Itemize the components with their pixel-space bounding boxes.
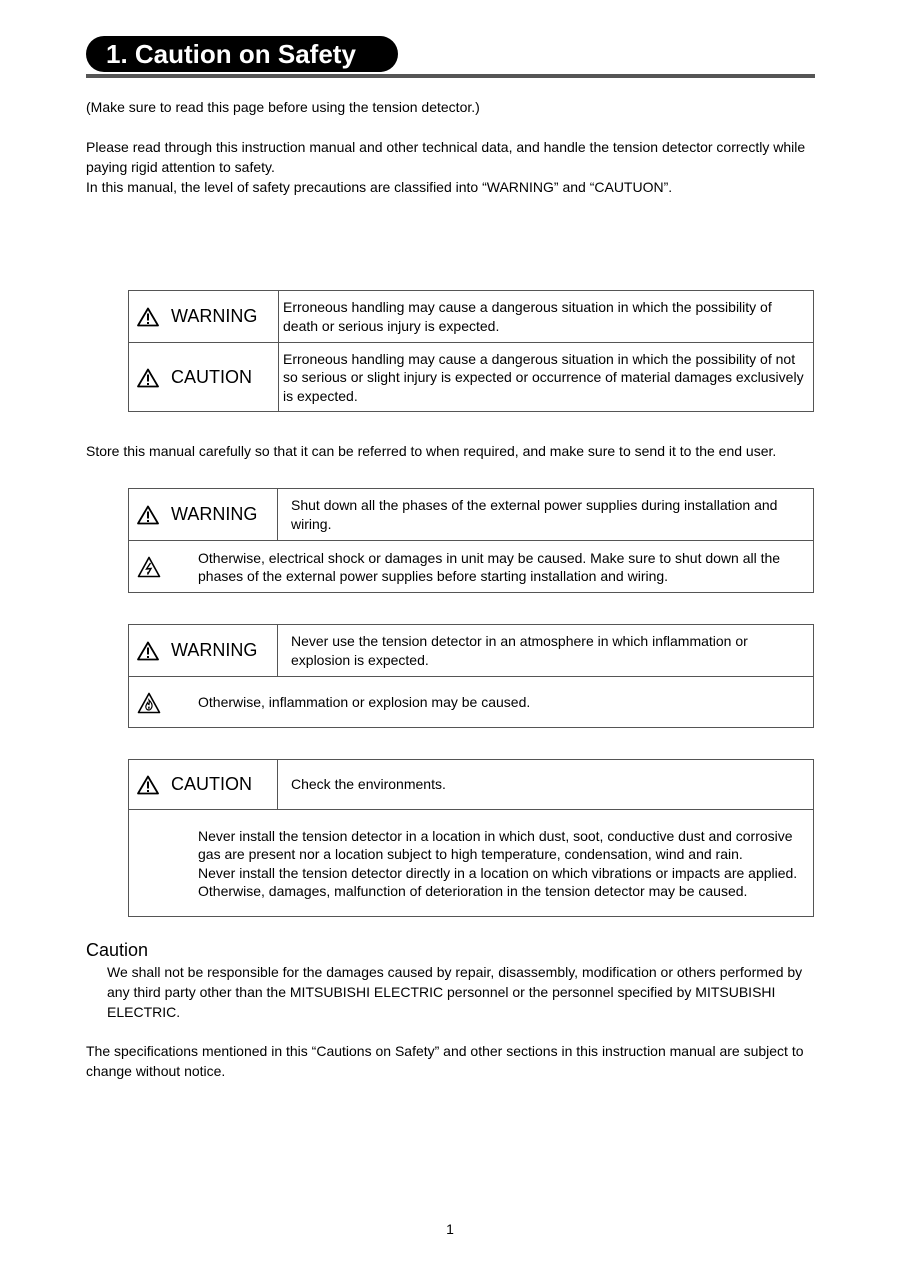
page-number: 1 [446, 1221, 454, 1237]
page-title: 1. Caution on Safety [86, 36, 398, 72]
caution-box-environment-summary-cell [278, 760, 813, 809]
page-header [86, 36, 815, 80]
warning-box-explosion-detail-cell [198, 689, 813, 716]
intro-paragraph [86, 137, 816, 197]
warning-box-explosion-detail-row [129, 677, 813, 728]
caution-box-environment-summary: Check the environments. [291, 776, 446, 793]
warning-box-explosion-icon-cell [129, 692, 198, 714]
electric-shock-icon [137, 556, 161, 578]
spec-note-text: The specifications mentioned in this “Cautions on Safety” and other sections in this instruction manual are subject to change without notice. [86, 1043, 804, 1079]
fire-icon [137, 692, 161, 714]
warning-box-explosion [128, 624, 814, 728]
warning-triangle-icon [137, 307, 159, 327]
caution-triangle-icon [137, 368, 159, 388]
warning-box-power-icon-cell [129, 556, 198, 578]
legend-warning-desc: Erroneous handling may cause a dangerous situation in which the possibility of death or serious injury is expected. [283, 299, 772, 334]
warning-box-power-label-cell [129, 489, 278, 540]
legend-warning-label: WARNING [171, 306, 258, 326]
caution-box-environment-detail-2: Never install the tension detector directly in a location on which vibrations or impacts are applied. [198, 864, 798, 881]
warning-box-explosion-label-cell [129, 625, 278, 676]
caution-box-environment-detail-row [129, 810, 813, 917]
legend-warning-label-cell [129, 291, 279, 342]
store-note [86, 441, 816, 461]
caution-box-environment [128, 759, 814, 917]
caution-box-environment-label: CAUTION [171, 774, 252, 794]
legend-caution-row [129, 343, 813, 412]
intro-note-text: (Make sure to read this page before using the tension detector.) [86, 99, 480, 115]
warning-box-explosion-header [129, 625, 813, 677]
caution-heading: Caution [86, 940, 149, 960]
legend-warning-desc-cell [279, 291, 813, 342]
header-rule [86, 74, 815, 78]
warning-box-power-label: WARNING [171, 504, 258, 524]
warning-box-power-summary: Shut down all the phases of the external power supplies during installation and wiring. [291, 497, 778, 532]
legend-caution-desc-cell [279, 343, 813, 412]
caution-body-text: We shall not be responsible for the damages caused by repair, disassembly, modification or others performed by any third party other than the MITSUBISHI ELECTRIC personnel or the personnel specified by MITSUBISHI ELECTRIC. [107, 964, 803, 1020]
legend-caution-label: CAUTION [171, 367, 252, 387]
spec-note [86, 1041, 816, 1081]
warning-box-power-detail: Otherwise, electrical shock or damages in unit may be caused. Make sure to shut down all the phases of the external power supplies before starting installation and wiring. [198, 549, 781, 584]
warning-box-power-summary-cell [278, 489, 813, 540]
caution-box-environment-header [129, 760, 813, 810]
caution-triangle-icon [137, 775, 159, 795]
caution-body [107, 962, 816, 1022]
warning-box-power-detail-cell [198, 545, 813, 590]
warning-triangle-icon [137, 505, 159, 525]
warning-box-explosion-label: WARNING [171, 640, 258, 660]
intro-note [86, 97, 816, 117]
caution-box-environment-detail-3: Otherwise, damages, malfunction of deterioration in the tension detector may be caused. [198, 883, 748, 899]
warning-box-explosion-summary-cell [278, 625, 813, 676]
intro-line-1: Please read through this instruction manual and other technical data, and handle the tension detector correctly while paying rigid attention to safety. [86, 139, 806, 175]
warning-triangle-icon [137, 641, 159, 661]
caution-box-environment-label-cell [129, 760, 278, 809]
caution-box-environment-detail-cell [198, 823, 813, 905]
warning-box-power [128, 488, 814, 593]
legend-caution-desc: Erroneous handling may cause a dangerous situation in which the possibility of not so serious or slight injury is expected or occurrence of material damages exclusively is expected. [283, 350, 804, 404]
intro-line-2: In this manual, the level of safety precautions are classified into “WARNING” and “CAUTUON”. [86, 179, 673, 195]
warning-box-explosion-summary: Never use the tension detector in an atmosphere in which inflammation or explosion is expected. [291, 633, 748, 668]
legend-warning-row [129, 291, 813, 343]
warning-box-power-detail-row [129, 541, 813, 593]
caution-box-environment-detail-1: Never install the tension detector in a location in which dust, soot, conductive dust and corrosive gas are present nor a location subject to high temperature, condensation, wind and rain. [198, 827, 793, 862]
warning-box-explosion-detail: Otherwise, inflammation or explosion may be caused. [198, 694, 531, 711]
legend-caution-label-cell [129, 343, 279, 412]
legend-table [128, 290, 814, 412]
store-note-text: Store this manual carefully so that it can be referred to when required, and make sure to send it to the end user. [86, 443, 777, 459]
warning-box-power-header [129, 489, 813, 541]
